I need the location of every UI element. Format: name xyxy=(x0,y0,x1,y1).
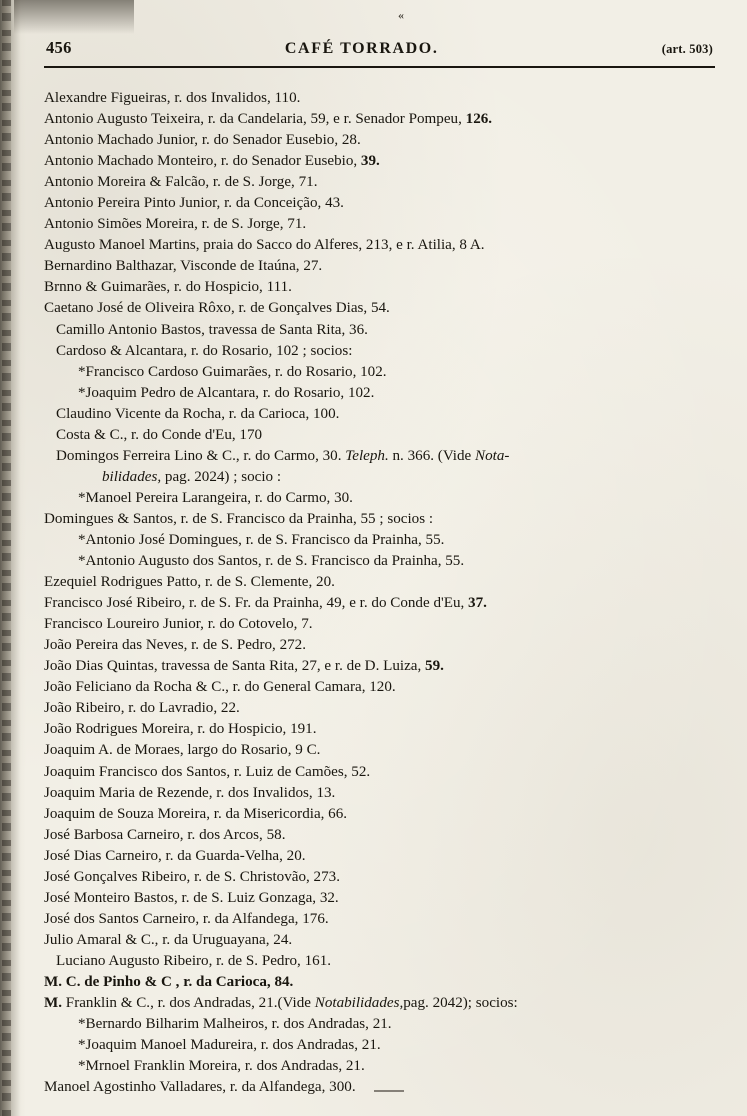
entry-text: Bernardino Balthazar, Visconde de Itaúna, 27. xyxy=(44,258,323,275)
entry-text: Camillo Antonio Bastos, travessa de Santa Rita, 36. xyxy=(56,321,368,338)
entry-text: Domingos Ferreira Lino & C., r. do Carmo, 30. xyxy=(56,447,346,464)
listing-entry xyxy=(44,256,723,277)
listing-entry xyxy=(44,446,723,467)
listing-entry xyxy=(44,509,723,530)
listing-entry xyxy=(44,320,723,341)
entry-text: Francisco Loureiro Junior, r. do Cotovelo, 7. xyxy=(44,616,313,633)
listing-entry xyxy=(44,488,723,509)
entry-text: Augusto Manoel Martins, praia do Sacco do Alferes, 213, e r. Atilia, 8 A. xyxy=(44,237,485,254)
entry-text: Julio Amaral & C., r. da Uruguayana, 24. xyxy=(44,931,293,948)
entry-text: Antonio Moreira & Falcão, r. de S. Jorge, 71. xyxy=(44,174,318,191)
listing-entry xyxy=(44,698,723,719)
listing-entry xyxy=(44,151,723,172)
listing-entry xyxy=(44,656,723,677)
listing-entry xyxy=(44,298,723,319)
entry-text: *Bernardo Bilharim Malheiros, r. dos Andradas, 21. xyxy=(78,1016,392,1033)
entry-text: *Joaquim Pedro de Alcantara, r. do Rosario, 102. xyxy=(78,384,375,401)
entry-text: Ezequiel Rodrigues Patto, r. de S. Clemente, 20. xyxy=(44,574,335,591)
listing-entry xyxy=(44,677,723,698)
entry-text: Antonio Augusto Teixeira, r. da Candelaria, 59, e r. Senador Pompeu, xyxy=(44,111,466,128)
entry-italic-text: Nota- xyxy=(475,447,510,464)
page-title: CAFÉ TORRADO. xyxy=(284,40,439,57)
entry-text: n. 366. (Vide xyxy=(388,447,476,464)
entry-text: João Rodrigues Moreira, r. do Hospicio, 191. xyxy=(44,721,317,738)
listing-entry xyxy=(44,172,723,193)
listing-entry xyxy=(44,109,723,130)
listing-entry xyxy=(44,341,723,362)
listing-entry xyxy=(44,614,723,635)
entry-text: Joaquim Maria de Rezende, r. dos Invalidos, 13. xyxy=(44,784,336,801)
listing-entry xyxy=(44,425,723,446)
entry-text: pag. 2024) ; socio : xyxy=(161,468,282,485)
top-margin-mark: « xyxy=(398,8,405,22)
listing-entry xyxy=(44,193,723,214)
entry-text: Joaquim Francisco dos Santos, r. Luiz de Camões, 52. xyxy=(44,763,371,780)
entry-italic-text: bilidades, xyxy=(102,468,162,485)
listing-entry xyxy=(44,972,723,993)
entry-text: *Joaquim Manoel Madureira, r. dos Andradas, 21. xyxy=(78,1037,381,1054)
entry-text: José dos Santos Carneiro, r. da Alfandega, 176. xyxy=(44,910,329,927)
header-rule xyxy=(44,66,715,68)
entry-text: Caetano José de Oliveira Rôxo, r. de Gonçalves Dias, 54. xyxy=(44,300,390,317)
header-article-note: (art. 503) xyxy=(661,42,713,56)
listing-entry xyxy=(44,383,723,404)
listing-entry xyxy=(44,277,723,298)
listing-entry xyxy=(44,214,723,235)
entry-text: Costa & C., r. do Conde d'Eu, 170 xyxy=(56,426,263,443)
entry-text: Franklin & C., r. dos Andradas, 21.(Vide xyxy=(62,995,315,1012)
listing-entry xyxy=(44,1014,723,1035)
listing-entry xyxy=(44,88,723,109)
listing-entry xyxy=(44,1035,723,1056)
entry-bold-text: 59. xyxy=(425,658,444,675)
entry-italic-text: Notabilidades, xyxy=(314,995,404,1012)
listing-entry xyxy=(44,951,723,972)
entry-text: Brnno & Guimarães, r. do Hospicio, 111. xyxy=(44,279,292,296)
entry-text: Luciano Augusto Ribeiro, r. de S. Pedro, 161. xyxy=(56,952,332,969)
entry-text: Joaquim de Souza Moreira, r. da Misericordia, 66. xyxy=(44,805,348,822)
entry-text: Alexandre Figueiras, r. dos Invalidos, 110. xyxy=(44,90,301,106)
entry-text: *Francisco Cardoso Guimarães, r. do Rosario, 102. xyxy=(78,363,387,380)
listing-entry xyxy=(44,762,723,783)
entry-text: João Pereira das Neves, r. de S. Pedro, 272. xyxy=(44,637,306,654)
listing-entry xyxy=(44,551,723,572)
listing-entry xyxy=(44,930,723,951)
entry-text: Antonio Simões Moreira, r. de S. Jorge, 71. xyxy=(44,216,307,233)
listing-entry xyxy=(44,235,723,256)
entry-text: João Dias Quintas, travessa de Santa Rita, 27, e r. de D. Luiza, xyxy=(44,658,426,675)
entry-italic-text: Teleph. xyxy=(345,447,389,464)
listing-entry xyxy=(44,846,723,867)
bottom-margin-mark xyxy=(374,1090,404,1092)
entry-bold-text: 39. xyxy=(360,153,380,170)
listing-entry xyxy=(44,909,723,930)
listing-entry xyxy=(44,888,723,909)
folio-number: 456 xyxy=(46,38,72,57)
entry-text: *Mrnoel Franklin Moreira, r. dos Andradas, 21. xyxy=(78,1058,365,1075)
entry-text: Joaquim A. de Moraes, largo do Rosario, 9 C. xyxy=(44,742,321,759)
listing-entry xyxy=(44,1077,723,1098)
listing-entry xyxy=(44,1056,723,1077)
listing-entry xyxy=(44,593,723,614)
entry-bold-text: 126. xyxy=(465,111,493,128)
entry-text: Antonio Pereira Pinto Junior, r. da Conceição, 43. xyxy=(44,195,344,212)
listing-entry xyxy=(44,719,723,740)
entry-text: Cardoso & Alcantara, r. do Rosario, 102 ; socios: xyxy=(56,342,353,359)
listing-entry xyxy=(44,867,723,888)
listing-entry xyxy=(44,362,723,383)
listing-entry xyxy=(44,740,723,761)
entry-text: *Manoel Pereira Larangeira, r. do Carmo, 30. xyxy=(78,489,353,506)
page-header xyxy=(46,38,713,60)
listing-entry xyxy=(44,635,723,656)
entry-bold-text: M. xyxy=(44,995,63,1012)
entry-text: Domingues & Santos, r. de S. Francisco da Prainha, 55 ; socios : xyxy=(44,510,434,527)
entry-text: Antonio Machado Junior, r. do Senador Eusebio, 28. xyxy=(44,132,361,149)
entry-bold-text: M. C. de Pinho & C , r. da Carioca, 84. xyxy=(44,973,294,990)
entry-bold-text: 37. xyxy=(468,595,487,612)
entry-text: José Monteiro Bastos, r. de S. Luiz Gonzaga, 32. xyxy=(44,889,339,906)
entry-text: Antonio Machado Monteiro, r. do Senador Eusebio, xyxy=(44,153,361,170)
entry-text: pag. 2042); socios: xyxy=(403,995,518,1012)
entry-text: José Dias Carneiro, r. da Guarda-Velha, 20. xyxy=(44,847,306,864)
listing-entry xyxy=(44,572,723,593)
entry-text: *Antonio Augusto dos Santos, r. de S. Francisco da Prainha, 55. xyxy=(78,553,465,570)
entry-text: João Feliciano da Rocha & C., r. do General Camara, 120. xyxy=(44,679,396,696)
listing-entry xyxy=(44,804,723,825)
entry-text: João Ribeiro, r. do Lavradio, 22. xyxy=(44,700,240,717)
listing-entry xyxy=(44,467,723,488)
entry-text: Manoel Agostinho Valladares, r. da Alfandega, 300. xyxy=(44,1079,356,1096)
entry-text: *Antonio José Domingues, r. de S. Francisco da Prainha, 55. xyxy=(78,531,445,548)
listing-entry xyxy=(44,530,723,551)
listing-entry xyxy=(44,993,723,1014)
listing-entry xyxy=(44,130,723,151)
listing-entry xyxy=(44,825,723,846)
entry-text: José Gonçalves Ribeiro, r. de S. Christovão, 273. xyxy=(44,868,340,885)
listing-entry xyxy=(44,404,723,425)
directory-listing xyxy=(44,88,723,1098)
entry-text: Claudino Vicente da Rocha, r. da Carioca, 100. xyxy=(56,405,340,422)
entry-text: Francisco José Ribeiro, r. de S. Fr. da Prainha, 49, e r. do Conde d'Eu, xyxy=(44,595,469,612)
listing-entry xyxy=(44,783,723,804)
entry-text: José Barbosa Carneiro, r. dos Arcos, 58. xyxy=(44,826,286,843)
